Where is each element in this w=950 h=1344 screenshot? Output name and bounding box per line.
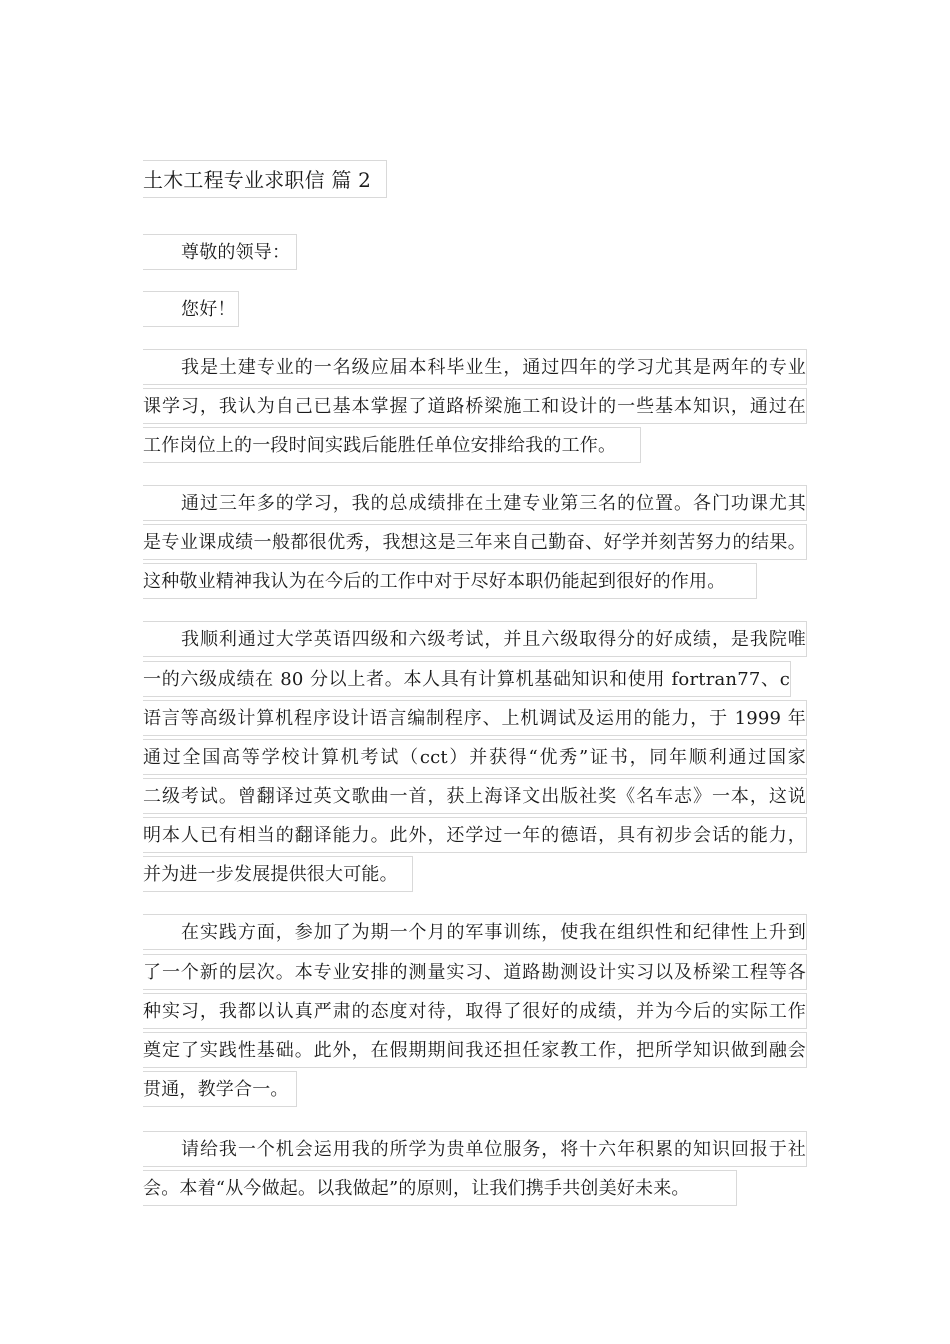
paragraph-1-line-3: 工作岗位上的一段时间实践后能胜任单位安排给我的工作。	[143, 427, 641, 463]
greeting: 您好！	[143, 291, 239, 327]
paragraph-2-line-2: 是专业课成绩一般都很优秀，我想这是三年来自己勤奋、好学并刻苦努力的结果。	[143, 524, 807, 560]
paragraph-2-line-3: 这种敬业精神我认为在今后的工作中对于尽好本职仍能起到很好的作用。	[143, 563, 757, 599]
paragraph-2-line-1: 通过三年多的学习，我的总成绩排在土建专业第三名的位置。各门功课尤其	[143, 485, 807, 521]
paragraph-4-line-1: 在实践方面，参加了为期一个月的军事训练，使我在组织性和纪律性上升到	[143, 914, 807, 950]
salutation: 尊敬的领导：	[143, 234, 297, 270]
paragraph-3-line-1: 我顺利通过大学英语四级和六级考试，并且六级取得分的好成绩，是我院唯	[143, 621, 807, 657]
paragraph-4-line-2: 了一个新的层次。本专业安排的测量实习、道路勘测设计实习以及桥梁工程等各	[143, 954, 807, 990]
page-title: 土木工程专业求职信 篇 2	[143, 160, 387, 198]
paragraph-3-line-7: 并为进一步发展提供很大可能。	[143, 856, 413, 892]
paragraph-3-line-5: 二级考试。曾翻译过英文歌曲一首，获上海译文出版社奖《名车志》一本，这说	[143, 778, 807, 814]
paragraph-4-line-3: 种实习，我都以认真严肃的态度对待，取得了很好的成绩，并为今后的实际工作	[143, 993, 807, 1029]
paragraph-3-line-6: 明本人已有相当的翻译能力。此外，还学过一年的德语，具有初步会话的能力，	[143, 817, 807, 853]
paragraph-3-line-2: 一的六级成绩在 80 分以上者。本人具有计算机基础知识和使用 fortran77、c	[143, 661, 791, 697]
paragraph-5-line-2: 会。本着“从今做起。以我做起”的原则，让我们携手共创美好未来。	[143, 1170, 737, 1206]
paragraph-1-line-1: 我是土建专业的一名级应届本科毕业生，通过四年的学习尤其是两年的专业	[143, 349, 807, 385]
paragraph-3-line-3: 语言等高级计算机程序设计语言编制程序、上机调试及运用的能力，于 1999 年	[143, 700, 807, 736]
paragraph-4-line-5: 贯通，教学合一。	[143, 1071, 297, 1107]
paragraph-3-line-4: 通过全国高等学校计算机考试（cct）并获得“优秀”证书，同年顺利通过国家	[143, 739, 807, 775]
paragraph-1-line-2: 课学习，我认为自己已基本掌握了道路桥梁施工和设计的一些基本知识，通过在	[143, 388, 807, 424]
paragraph-4-line-4: 奠定了实践性基础。此外，在假期期间我还担任家教工作，把所学知识做到融会	[143, 1032, 807, 1068]
paragraph-5-line-1: 请给我一个机会运用我的所学为贵单位服务，将十六年积累的知识回报于社	[143, 1131, 807, 1167]
